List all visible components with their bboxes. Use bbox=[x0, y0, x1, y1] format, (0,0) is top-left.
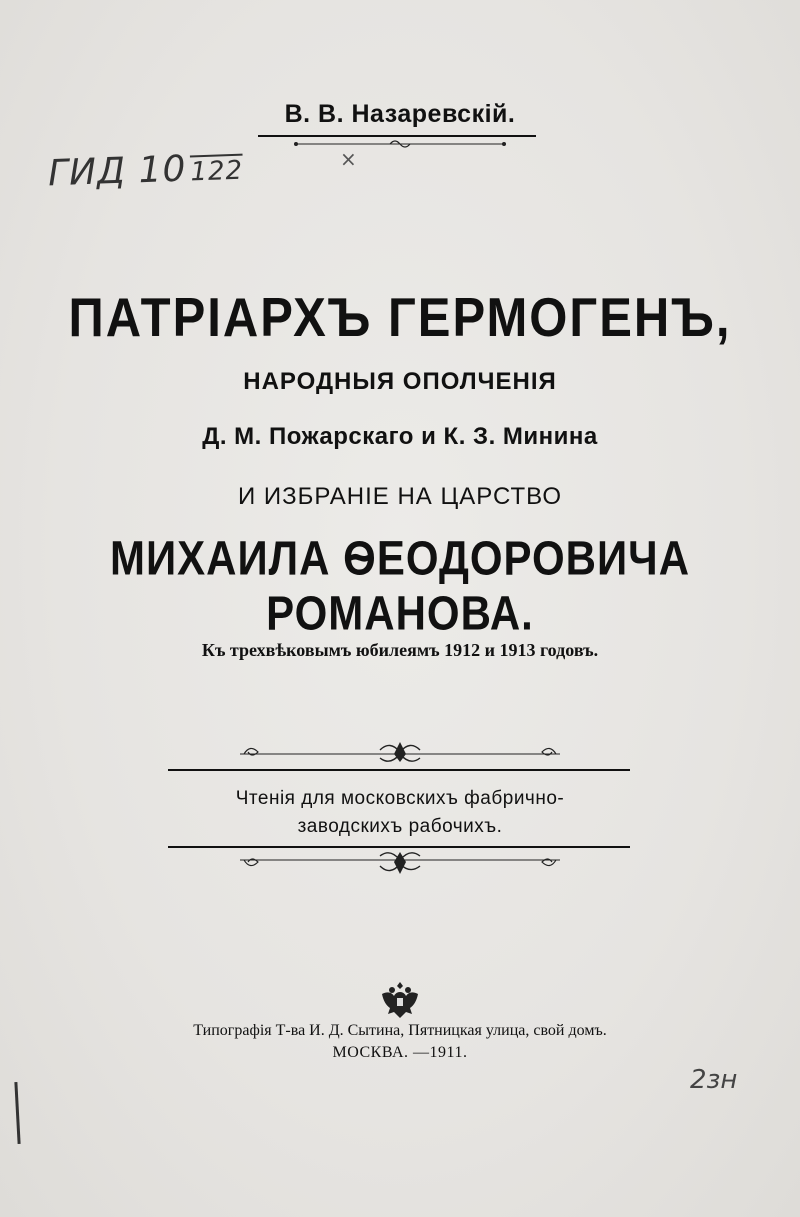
readings-line-1: Чтенія для московскихъ фабрично- bbox=[235, 788, 565, 809]
library-shelfmark bbox=[47, 147, 243, 195]
readings-note bbox=[0, 785, 800, 841]
shelfmark-number: 122 bbox=[189, 155, 244, 188]
scroll-ornament-icon bbox=[230, 738, 570, 764]
scroll-ornament-icon bbox=[230, 850, 570, 876]
book-title: ПАТРІАРХЪ ГЕРМОГЕНЪ, bbox=[68, 287, 732, 349]
shelfmark-main: ГИД 10 bbox=[47, 148, 188, 195]
author-name: В. В. Назаревскій. bbox=[284, 100, 516, 128]
imprint-printer: Типографія Т-ва И. Д. Сытина, Пятницкая улица, свой домъ. bbox=[193, 1022, 607, 1039]
jubilee-line: Къ трехвѣковымъ юбилеямъ 1912 и 1913 годовъ. bbox=[201, 640, 599, 660]
handwritten-note: 2зн bbox=[690, 1065, 738, 1095]
hand-mark-x: × bbox=[340, 147, 357, 171]
subtitle-election: И ИЗБРАНІЕ НА ЦАРСТВО bbox=[237, 483, 563, 510]
author-ornament-icon bbox=[290, 138, 510, 150]
margin-pencil-stroke bbox=[14, 1082, 20, 1144]
top-rule bbox=[168, 769, 630, 771]
subtitle-leaders: Д. М. Пожарскаго и К. З. Минина bbox=[202, 423, 598, 450]
subtitle-militia: НАРОДНЫЯ ОПОЛЧЕНІЯ bbox=[243, 368, 557, 395]
readings-line-2: заводскихъ рабочихъ. bbox=[297, 816, 503, 837]
imprint-place-year: МОСКВА. —1911. bbox=[332, 1044, 468, 1061]
tsar-name: МИХАИЛА ѲЕОДОРОВИЧА РОМАНОВА. bbox=[109, 530, 691, 641]
author-underline bbox=[258, 135, 536, 137]
double-headed-eagle-icon bbox=[378, 978, 422, 1024]
bottom-rule bbox=[168, 846, 630, 848]
